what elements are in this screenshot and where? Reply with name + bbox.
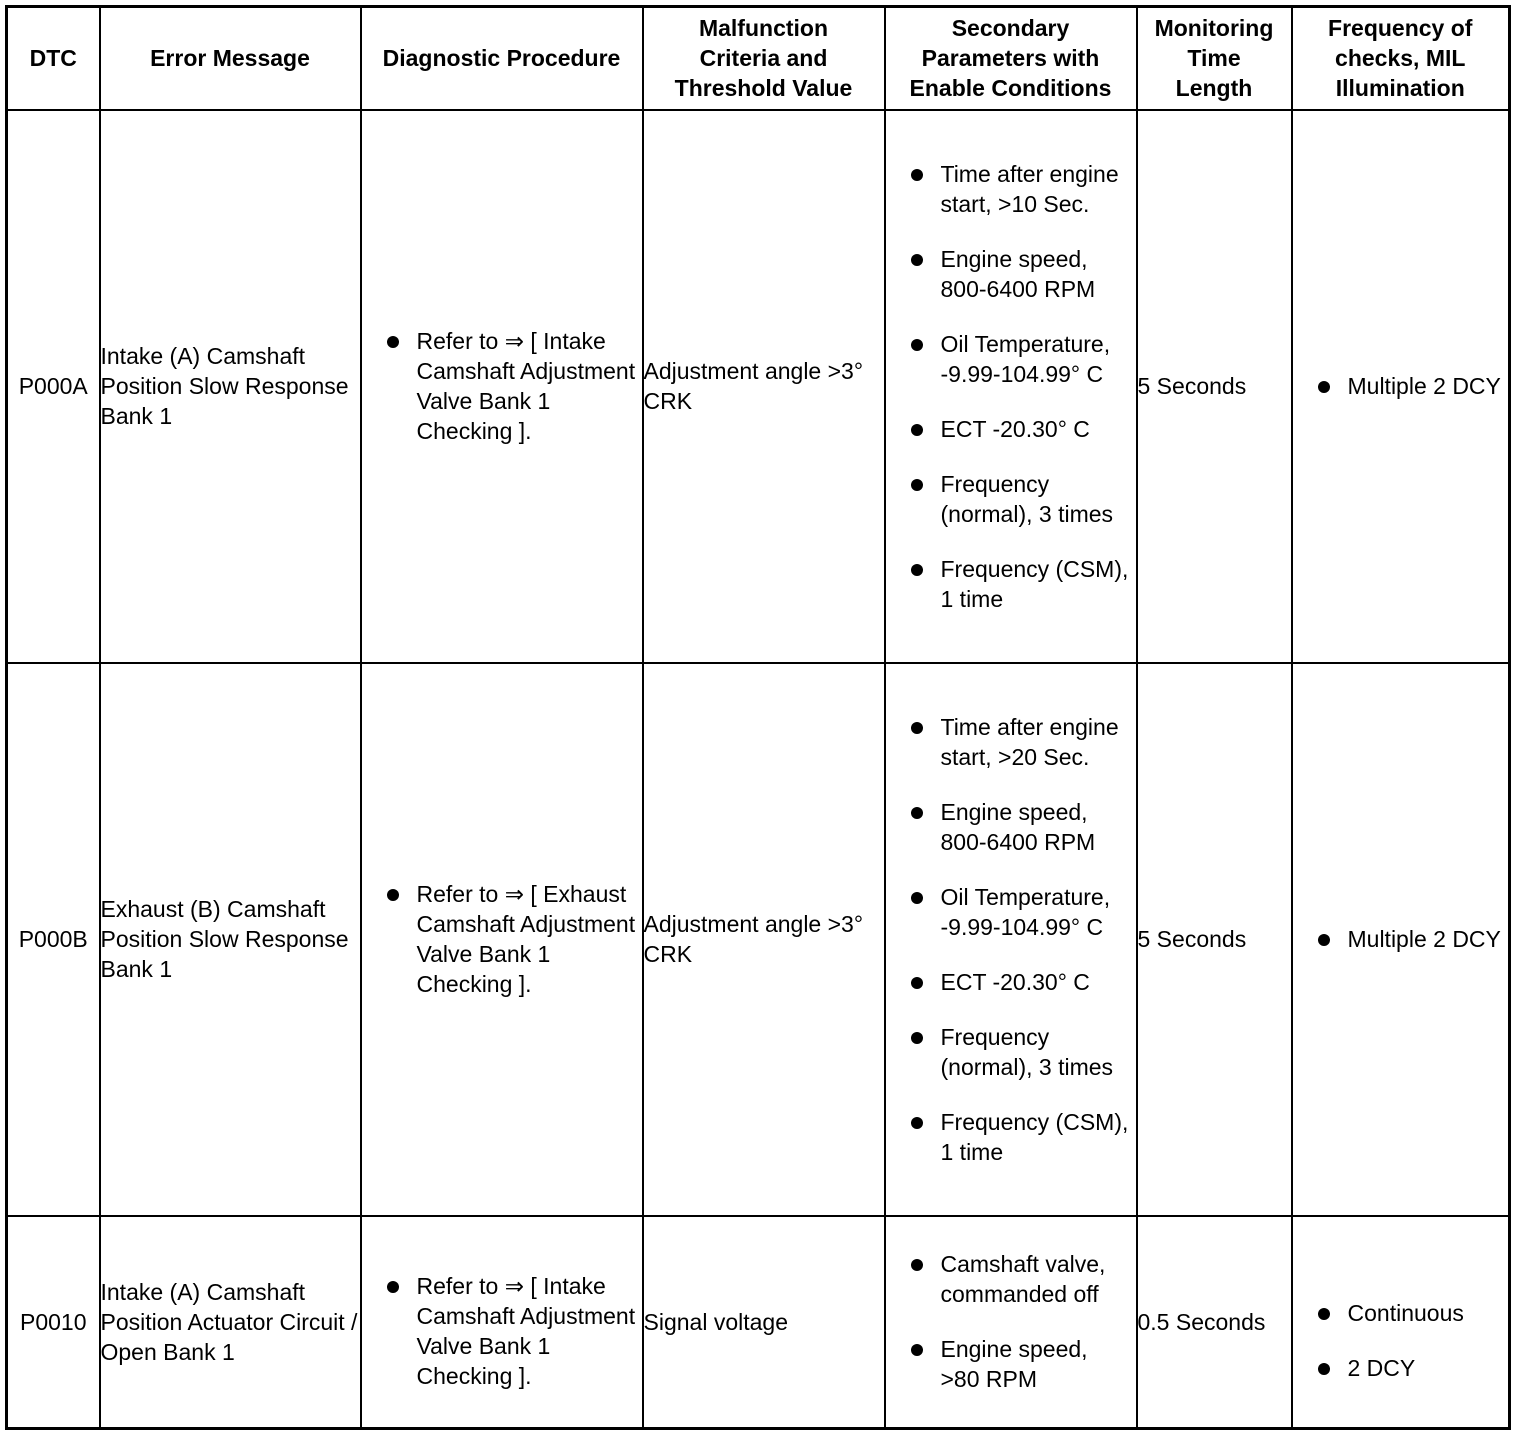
parameter-text: ECT -20.30° C	[940, 415, 1090, 442]
bullet-icon	[911, 722, 923, 734]
frequency-text: Multiple 2 DCY	[1347, 373, 1501, 399]
parameter-text: Camshaft valve, commanded off	[940, 1251, 1106, 1308]
procedure-list	[362, 326, 642, 446]
header-line: Time	[1187, 45, 1241, 72]
parameter-text: Time after engine start, >20 Sec.	[940, 713, 1119, 770]
list-item	[362, 879, 642, 999]
header-line: Malfunction	[698, 15, 829, 42]
list-item	[886, 244, 1136, 304]
list-item	[886, 554, 1136, 614]
procedure-text: Refer to ⇒ [ Intake Camshaft Adjustment Valve Bank 1 Checking ].	[416, 328, 636, 444]
bullet-icon	[1318, 381, 1330, 393]
parameter-list	[886, 712, 1136, 1167]
dtc-table	[5, 5, 1511, 1430]
frequency-text: Continuous	[1347, 1299, 1464, 1326]
bullet-icon	[911, 807, 923, 819]
error-message: Exhaust (B) Camshaft Position Slow Response Bank 1	[100, 663, 361, 1216]
list-item	[886, 329, 1136, 389]
malfunction-criteria: Adjustment angle >3° CRK	[643, 663, 885, 1216]
bullet-icon	[387, 1281, 399, 1293]
table-row	[7, 663, 1510, 1216]
frequency-of-checks	[1292, 110, 1510, 663]
list-item	[1293, 1298, 1509, 1328]
list-item	[1293, 371, 1509, 401]
list-item	[886, 414, 1136, 444]
frequency-list	[1293, 924, 1509, 954]
parameter-text: Frequency (CSM), 1 time	[940, 555, 1129, 612]
header-row	[7, 7, 1510, 110]
parameter-text: Frequency (CSM), 1 time	[940, 1108, 1129, 1165]
table-row	[7, 1216, 1510, 1429]
frequency-list	[1293, 1298, 1509, 1383]
list-item	[1293, 924, 1509, 954]
bullet-icon	[911, 892, 923, 904]
procedure-text: Refer to ⇒ [ Exhaust Camshaft Adjustment Valve Bank 1 Checking ].	[416, 881, 636, 997]
parameter-text: Engine speed, 800-6400 RPM	[940, 245, 1096, 302]
header-line: Length	[1175, 75, 1253, 102]
parameter-text: Frequency (normal), 3 times	[940, 1023, 1114, 1080]
error-message: Intake (A) Camshaft Position Slow Response Bank 1	[100, 110, 361, 663]
bullet-icon	[1318, 934, 1330, 946]
parameter-list	[886, 159, 1136, 614]
bullet-icon	[911, 1259, 923, 1271]
bullet-icon	[911, 1032, 923, 1044]
header-secondary-parameters	[885, 7, 1137, 110]
diagnostic-procedure	[361, 1216, 643, 1429]
header-line: checks, MIL	[1335, 45, 1466, 72]
list-item	[886, 159, 1136, 219]
secondary-parameters	[885, 110, 1137, 663]
header-monitoring-time	[1137, 7, 1292, 110]
header-line: Parameters with	[921, 45, 1100, 72]
header-dtc: DTC	[7, 7, 100, 110]
dtc-code: P000B	[7, 663, 100, 1216]
parameter-text: ECT -20.30° C	[940, 968, 1090, 995]
parameter-text: Engine speed, 800-6400 RPM	[940, 798, 1096, 855]
frequency-of-checks	[1292, 1216, 1510, 1429]
bullet-icon	[1318, 1363, 1330, 1375]
header-frequency-of-checks	[1292, 7, 1510, 110]
list-item	[886, 469, 1136, 529]
list-item	[362, 1271, 642, 1391]
parameter-text: Frequency (normal), 3 times	[940, 470, 1114, 527]
header-malfunction-criteria	[643, 7, 885, 110]
header-line: Threshold Value	[674, 75, 853, 102]
bullet-icon	[911, 977, 923, 989]
parameter-list	[886, 1249, 1136, 1394]
malfunction-criteria: Signal voltage	[643, 1216, 885, 1429]
header-line: Secondary	[951, 15, 1070, 42]
list-item	[886, 712, 1136, 772]
frequency-text: Multiple 2 DCY	[1347, 926, 1501, 952]
bullet-icon	[911, 479, 923, 491]
bullet-icon	[911, 169, 923, 181]
diagnostic-procedure	[361, 663, 643, 1216]
error-message: Intake (A) Camshaft Position Actuator Circuit / Open Bank 1	[100, 1216, 361, 1429]
dtc-code: P0010	[7, 1216, 100, 1429]
bullet-icon	[1318, 1308, 1330, 1320]
frequency-of-checks	[1292, 663, 1510, 1216]
diagnostic-procedure	[361, 110, 643, 663]
bullet-icon	[911, 1344, 923, 1356]
bullet-icon	[911, 1117, 923, 1129]
header-line: Illumination	[1335, 75, 1465, 102]
secondary-parameters	[885, 663, 1137, 1216]
frequency-text: 2 DCY	[1347, 1354, 1416, 1381]
frequency-list	[1293, 371, 1509, 401]
bullet-icon	[911, 564, 923, 576]
list-item	[1293, 1353, 1509, 1383]
header-diagnostic-procedure: Diagnostic Procedure	[361, 7, 643, 110]
parameter-text: Oil Temperature, -9.99-104.99° C	[940, 330, 1111, 387]
bullet-icon	[911, 339, 923, 351]
list-item	[886, 882, 1136, 942]
header-error-message: Error Message	[100, 7, 361, 110]
list-item	[886, 1107, 1136, 1167]
bullet-icon	[387, 336, 399, 348]
bullet-icon	[911, 424, 923, 436]
list-item	[886, 967, 1136, 997]
header-line: Monitoring	[1154, 15, 1274, 42]
header-line: Criteria and	[699, 45, 828, 72]
procedure-text: Refer to ⇒ [ Intake Camshaft Adjustment Valve Bank 1 Checking ].	[416, 1272, 636, 1389]
parameter-text: Engine speed, >80 RPM	[940, 1336, 1088, 1393]
parameter-text: Oil Temperature, -9.99-104.99° C	[940, 883, 1111, 940]
malfunction-criteria: Adjustment angle >3° CRK	[643, 110, 885, 663]
monitoring-time: 5 Seconds	[1137, 663, 1292, 1216]
list-item	[886, 1249, 1136, 1309]
list-item	[886, 1022, 1136, 1082]
header-line: Enable Conditions	[909, 75, 1112, 102]
procedure-list	[362, 1271, 642, 1391]
bullet-icon	[911, 254, 923, 266]
procedure-list	[362, 879, 642, 999]
table-row	[7, 110, 1510, 663]
list-item	[362, 326, 642, 446]
monitoring-time: 5 Seconds	[1137, 110, 1292, 663]
header-line: Frequency of	[1328, 15, 1473, 42]
list-item	[886, 1334, 1136, 1394]
list-item	[886, 797, 1136, 857]
dtc-code: P000A	[7, 110, 100, 663]
secondary-parameters	[885, 1216, 1137, 1429]
parameter-text: Time after engine start, >10 Sec.	[940, 160, 1119, 217]
bullet-icon	[387, 889, 399, 901]
monitoring-time: 0.5 Seconds	[1137, 1216, 1292, 1429]
